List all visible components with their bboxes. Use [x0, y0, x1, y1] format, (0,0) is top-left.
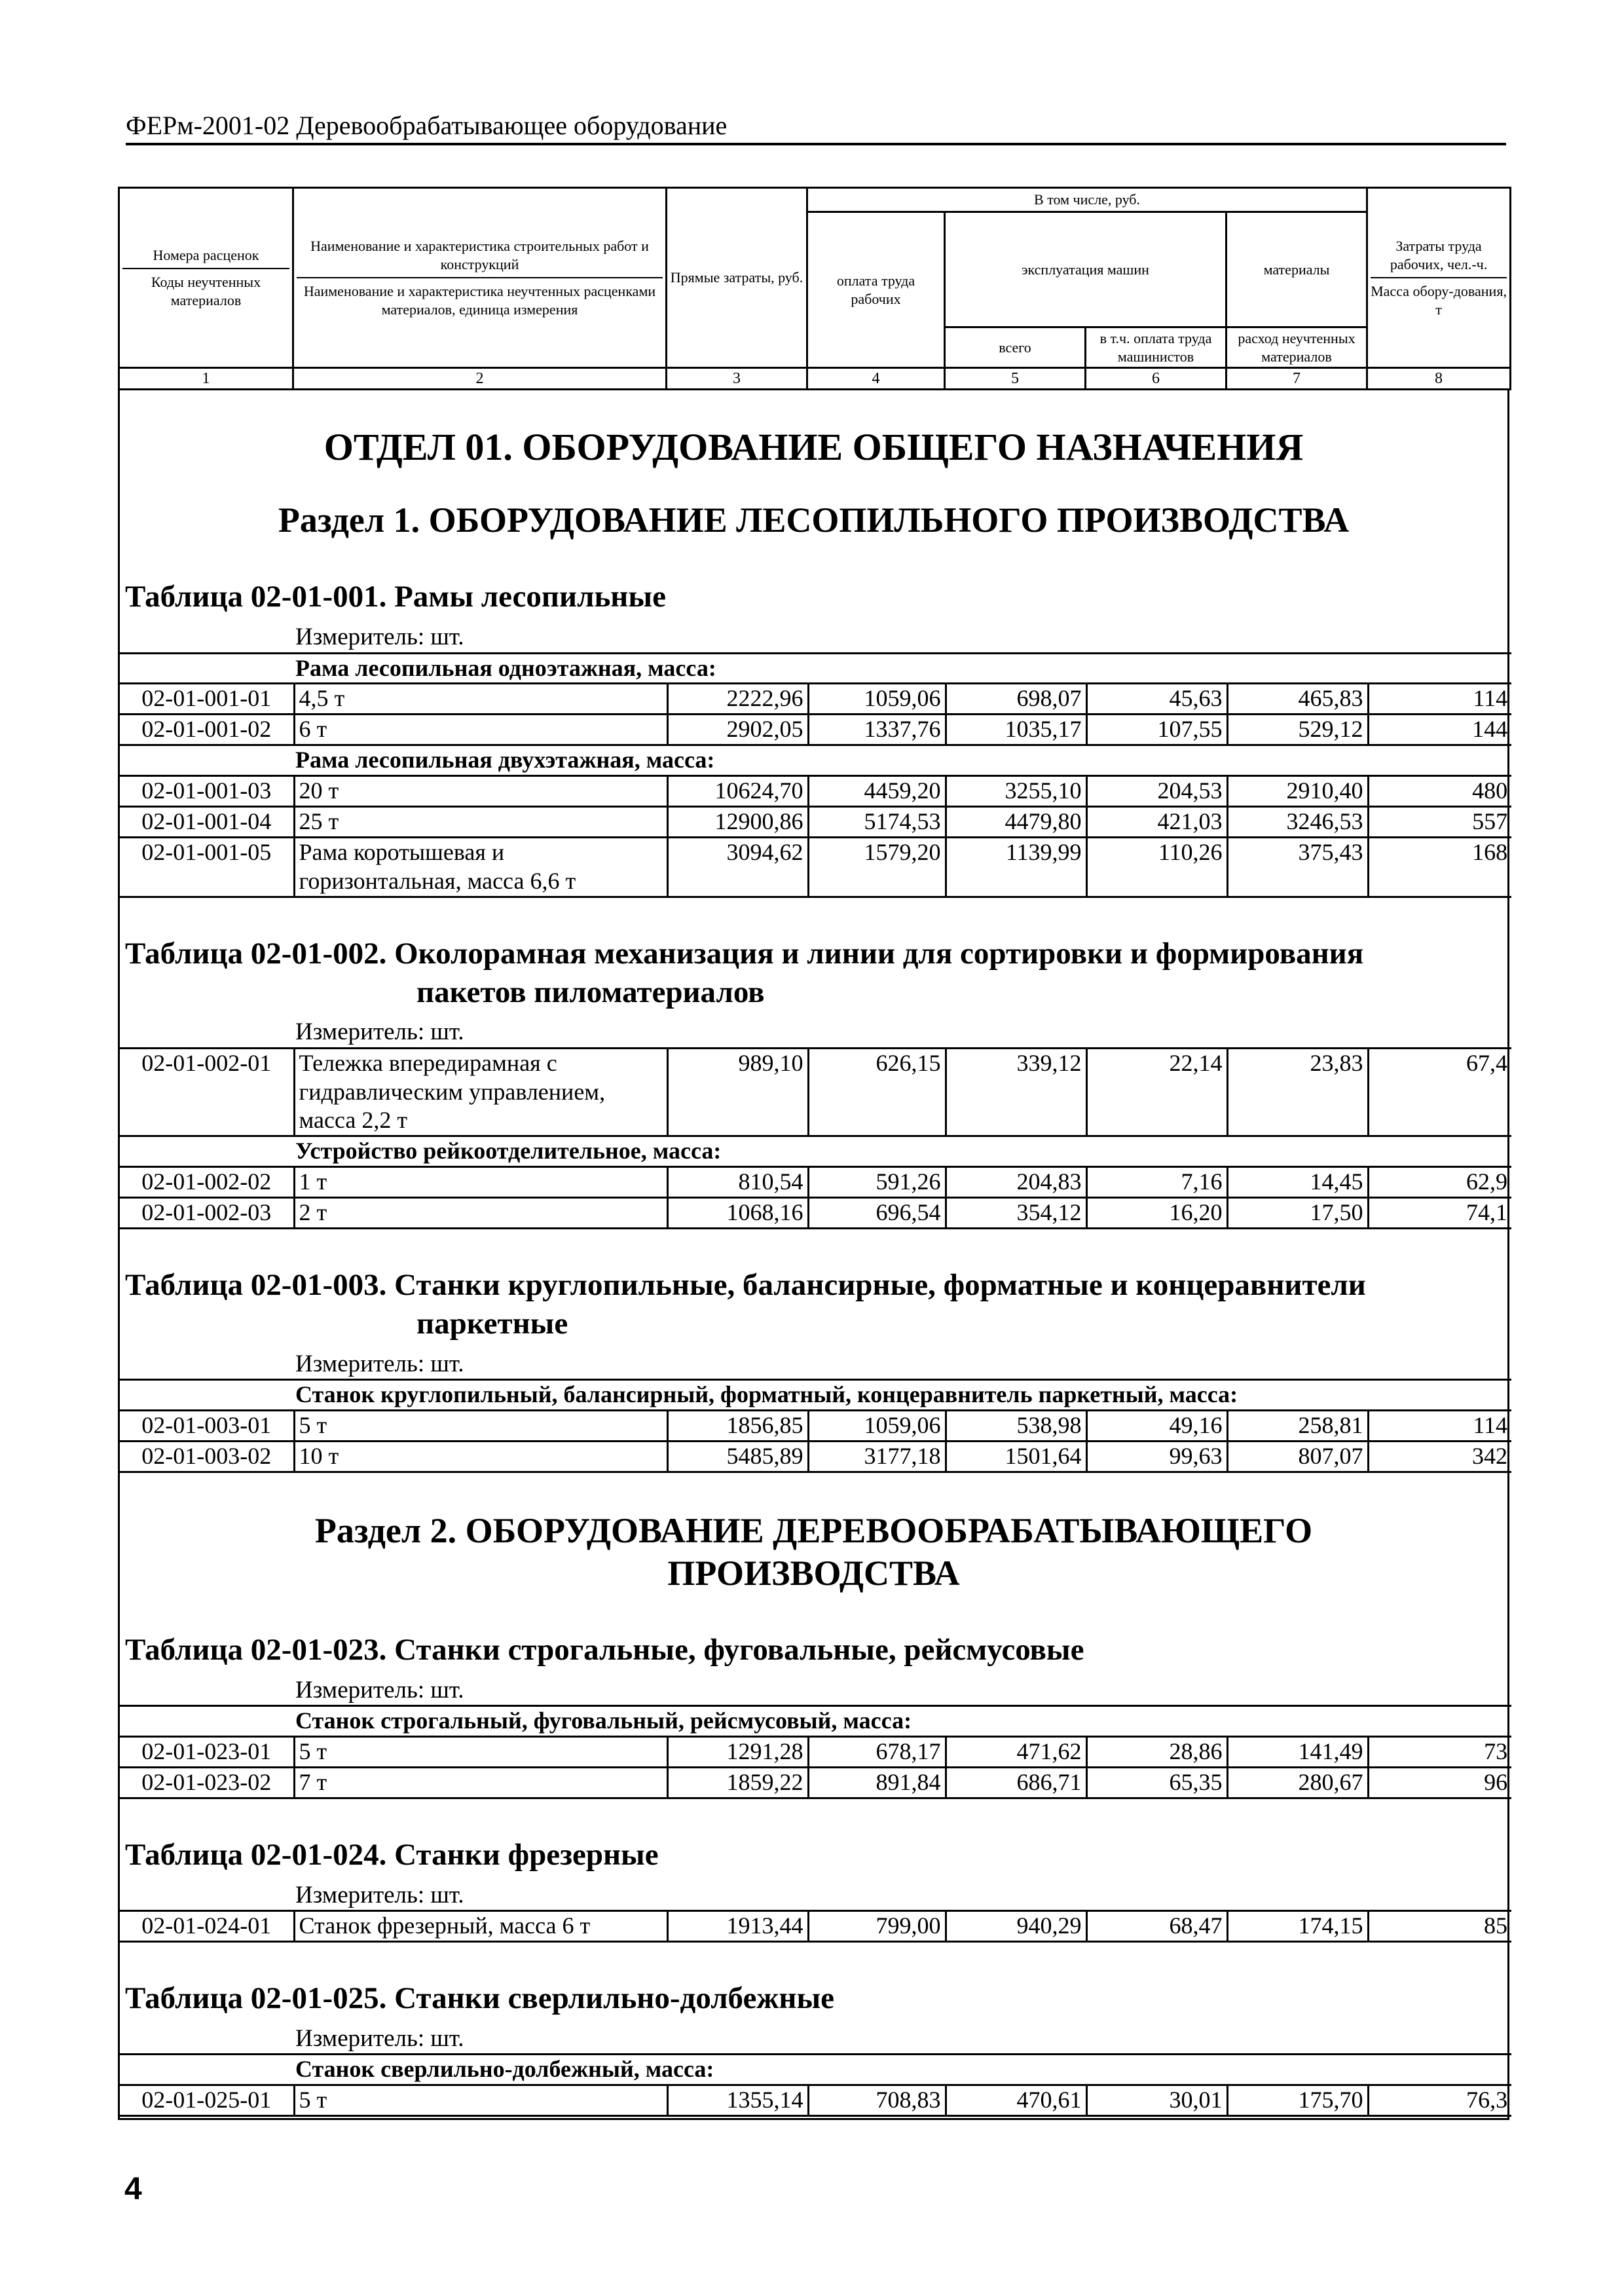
unit-label: Измеритель: шт. [295, 1018, 464, 1046]
materials-cost: 3246,53 [1227, 807, 1368, 838]
table-row [120, 837, 1511, 897]
unit-label: Измеритель: шт. [295, 1677, 464, 1704]
operator-pay: 28,86 [1086, 1737, 1227, 1768]
worker-pay: 3177,18 [808, 1441, 946, 1472]
rate-name: 5 т [294, 1737, 667, 1768]
labor-hours: 557 [1368, 807, 1511, 838]
machine-total: 1501,64 [946, 1441, 1086, 1472]
table-title [120, 1979, 1507, 2018]
col6-header: в т.ч. оплата труда машинистов [1086, 327, 1227, 368]
rate-name: Станок фрезерный, масса 6 т [294, 1911, 667, 1942]
labor-hours: 74,1 [1368, 1198, 1511, 1229]
machine-total: 471,62 [946, 1737, 1086, 1768]
labor-hours: 85 [1368, 1911, 1511, 1942]
section-title [120, 1473, 1507, 1595]
operator-pay: 65,35 [1086, 1768, 1227, 1798]
machine-total: 4479,80 [946, 807, 1086, 838]
direct-cost: 989,10 [667, 1048, 808, 1136]
column-header-table [118, 187, 1511, 390]
direct-cost: 2902,05 [667, 715, 808, 745]
labor-hours: 168 [1368, 837, 1511, 897]
group-header: В том числе, руб. [807, 188, 1367, 212]
machine-total: 698,07 [946, 684, 1086, 715]
direct-cost: 1068,16 [667, 1198, 808, 1229]
worker-pay: 5174,53 [808, 807, 946, 838]
table-title-line: паркетные [416, 1306, 568, 1341]
rate-code: 02-01-001-04 [120, 807, 294, 838]
table-row [120, 1441, 1511, 1472]
direct-cost: 1355,14 [667, 2085, 808, 2116]
department-title: ОТДЕЛ 01. ОБОРУДОВАНИЕ ОБЩЕГО НАЗНАЧЕНИЯ [323, 426, 1304, 468]
section-title-line: ПРОИЗВОДСТВА [667, 1553, 960, 1593]
operator-pay: 421,03 [1086, 807, 1227, 838]
operator-pay: 45,63 [1086, 684, 1227, 715]
rates-table [120, 1705, 1511, 1799]
labor-hours: 67,4 [1368, 1048, 1511, 1136]
materials-cost: 529,12 [1227, 715, 1368, 745]
labor-hours: 342 [1368, 1441, 1511, 1472]
machine-total: 354,12 [946, 1198, 1086, 1229]
labor-hours: 62,9 [1368, 1167, 1511, 1198]
labor-hours: 73 [1368, 1737, 1511, 1768]
table-row [120, 684, 1511, 715]
unit-label: Измеритель: шт. [295, 2024, 464, 2052]
worker-pay: 626,15 [808, 1048, 946, 1136]
machine-total: 204,83 [946, 1167, 1086, 1198]
column-number: 2 [293, 368, 667, 390]
column-number: 5 [945, 368, 1086, 390]
labor-hours: 114 [1368, 1410, 1511, 1441]
tables-body [118, 390, 1509, 2120]
worker-pay: 1059,06 [808, 1410, 946, 1441]
direct-cost: 1913,44 [667, 1911, 808, 1942]
machine-total: 686,71 [946, 1768, 1086, 1798]
materials-cost: 375,43 [1227, 837, 1368, 897]
worker-pay: 678,17 [808, 1737, 946, 1768]
direct-cost: 1859,22 [667, 1768, 808, 1798]
rate-code: 02-01-002-02 [120, 1167, 294, 1198]
unit-label: Измеритель: шт. [295, 1350, 464, 1377]
col3-header: Прямые затраты, руб. [667, 188, 807, 368]
operator-pay: 107,55 [1086, 715, 1227, 745]
table-row [120, 1911, 1511, 1942]
rate-name: 4,5 т [294, 684, 667, 715]
unit-label: Измеритель: шт. [295, 623, 464, 651]
operator-pay: 68,47 [1086, 1911, 1227, 1942]
machine-total: 1139,99 [946, 837, 1086, 897]
materials-header: материалы [1227, 212, 1367, 327]
group-label-row [120, 1380, 1511, 1411]
col5-header: всего [945, 327, 1086, 368]
table-title-line: Таблица 02-01-003. Станки круглопильные, балансирные, форматные и концеравнители [125, 1268, 1366, 1303]
operator-pay: 7,16 [1086, 1167, 1227, 1198]
table-row [120, 715, 1511, 745]
table-row [120, 1410, 1511, 1441]
rate-code: 02-01-023-01 [120, 1737, 294, 1768]
section-title-line: Раздел 2. ОБОРУДОВАНИЕ ДЕРЕВООБРАБАТЫВАЮЩЕГО [314, 1510, 1313, 1550]
rates-table [120, 2053, 1511, 2117]
rates-table [120, 1379, 1511, 1473]
section-title-line: Раздел 1. ОБОРУДОВАНИЕ ЛЕСОПИЛЬНОГО ПРОИЗВОДСТВА [278, 500, 1350, 540]
rate-code: 02-01-001-02 [120, 715, 294, 745]
unit-label: Измеритель: шт. [295, 1881, 464, 1908]
rate-name: 5 т [294, 1410, 667, 1441]
direct-cost: 1291,28 [667, 1737, 808, 1768]
table-title [120, 1266, 1507, 1343]
rate-code: 02-01-001-03 [120, 776, 294, 807]
rate-name: 1 т [294, 1167, 667, 1198]
machine-total: 538,98 [946, 1410, 1086, 1441]
labor-hours: 144 [1368, 715, 1511, 745]
col7-header: расход неучтенных материалов [1227, 327, 1367, 368]
table-title [120, 935, 1507, 1012]
operator-pay: 99,63 [1086, 1441, 1227, 1472]
direct-cost: 10624,70 [667, 776, 808, 807]
worker-pay: 1059,06 [808, 684, 946, 715]
column-number: 8 [1367, 368, 1511, 390]
operator-pay: 49,16 [1086, 1410, 1227, 1441]
section-title [120, 470, 1507, 542]
rate-code: 02-01-002-01 [120, 1048, 294, 1136]
materials-cost: 807,07 [1227, 1441, 1368, 1472]
materials-cost: 141,49 [1227, 1737, 1368, 1768]
operator-pay: 110,26 [1086, 837, 1227, 897]
running-header: ФЕРм-2001-02 Деревообрабатывающее оборудование [126, 113, 1506, 145]
rates-table [120, 1910, 1511, 1943]
group-label: Станок строгальный, фуговальный, рейсмусовый, масса: [120, 1706, 1511, 1737]
table-row [120, 1737, 1511, 1768]
table-row [120, 1198, 1511, 1229]
column-number: 6 [1086, 368, 1227, 390]
materials-cost: 2910,40 [1227, 776, 1368, 807]
col1-header: Номера расценок Коды неучтенных материалов [119, 188, 293, 368]
table-title-line: Таблица 02-01-025. Станки сверлильно-долбежные [125, 1981, 835, 2016]
operator-pay: 16,20 [1086, 1198, 1227, 1229]
column-number: 3 [667, 368, 807, 390]
labor-hours: 480 [1368, 776, 1511, 807]
direct-cost: 810,54 [667, 1167, 808, 1198]
rate-name: 6 т [294, 715, 667, 745]
column-number: 1 [119, 368, 293, 390]
worker-pay: 696,54 [808, 1198, 946, 1229]
column-number: 4 [807, 368, 945, 390]
table-title-line: Таблица 02-01-024. Станки фрезерные [125, 1838, 659, 1872]
group-label: Станок круглопильный, балансирный, форматный, концеравнитель паркетный, масса: [120, 1380, 1511, 1411]
direct-cost: 5485,89 [667, 1441, 808, 1472]
group-label: Устройство рейкоотделительное, масса: [120, 1136, 1511, 1167]
group-label-row [120, 745, 1511, 776]
worker-pay: 4459,20 [808, 776, 946, 807]
materials-cost: 258,81 [1227, 1410, 1368, 1441]
labor-hours: 76,3 [1368, 2085, 1511, 2116]
worker-pay: 1337,76 [808, 715, 946, 745]
rate-name: 10 т [294, 1441, 667, 1472]
col2-header: Наименование и характеристика строительных работ и конструкций Наименование и характеристика неучтенных расценками материалов, единица измерения [293, 188, 667, 368]
group-label: Рама лесопильная двухэтажная, масса: [120, 745, 1511, 776]
rates-table [120, 652, 1511, 898]
materials-cost: 17,50 [1227, 1198, 1368, 1229]
direct-cost: 1856,85 [667, 1410, 808, 1441]
rate-code: 02-01-001-01 [120, 684, 294, 715]
operator-pay: 30,01 [1086, 2085, 1227, 2116]
rate-code: 02-01-023-02 [120, 1768, 294, 1798]
table-title-line: Таблица 02-01-002. Околорамная механизация и линии для сортировки и формирования [125, 936, 1364, 971]
column-number: 7 [1227, 368, 1367, 390]
materials-cost: 175,70 [1227, 2085, 1368, 2116]
group-label-row [120, 1136, 1511, 1167]
operator-pay: 22,14 [1086, 1048, 1227, 1136]
operator-pay: 204,53 [1086, 776, 1227, 807]
machine-total: 940,29 [946, 1911, 1086, 1942]
page-number: 4 [124, 2172, 142, 2206]
labor-hours: 114 [1368, 684, 1511, 715]
rate-name: 25 т [294, 807, 667, 838]
group-label: Рама лесопильная одноэтажная, масса: [120, 653, 1511, 684]
materials-cost: 14,45 [1227, 1167, 1368, 1198]
machine-total: 470,61 [946, 2085, 1086, 2116]
table-title-line: пакетов пиломатериалов [416, 975, 765, 1009]
labor-hours: 96 [1368, 1768, 1511, 1798]
rate-name: 5 т [294, 2085, 667, 2116]
column-numbers-row [119, 368, 1511, 390]
table-row [120, 1048, 1511, 1136]
machine-total: 1035,17 [946, 715, 1086, 745]
rate-name: Тележка впередирамная с гидравлическим управлением, масса 2,2 т [294, 1048, 667, 1136]
table-title-line: Таблица 02-01-001. Рамы лесопильные [125, 580, 666, 614]
rate-name: 7 т [294, 1768, 667, 1798]
group-label-row [120, 1706, 1511, 1737]
rate-code: 02-01-024-01 [120, 1911, 294, 1942]
materials-cost: 280,67 [1227, 1768, 1368, 1798]
col8-header: Затраты труда рабочих, чел.-ч. Масса обору-дования, т [1367, 188, 1511, 368]
group-label: Станок сверлильно-долбежный, масса: [120, 2055, 1511, 2085]
worker-pay: 708,83 [808, 2085, 946, 2116]
materials-cost: 465,83 [1227, 684, 1368, 715]
direct-cost: 2222,96 [667, 684, 808, 715]
group-label-row [120, 653, 1511, 684]
rate-code: 02-01-002-03 [120, 1198, 294, 1229]
worker-pay: 891,84 [808, 1768, 946, 1798]
rate-code: 02-01-001-05 [120, 837, 294, 897]
rate-code: 02-01-003-02 [120, 1441, 294, 1472]
machines-header: эксплуатация машин [945, 212, 1227, 327]
table-row [120, 1167, 1511, 1198]
rate-name: 20 т [294, 776, 667, 807]
direct-cost: 12900,86 [667, 807, 808, 838]
document-body [118, 187, 1509, 2120]
rates-table [120, 1047, 1511, 1229]
materials-cost: 174,15 [1227, 1911, 1368, 1942]
rate-name: Рама коротышевая и горизонтальная, масса 6,6 т [294, 837, 667, 897]
table-row [120, 776, 1511, 807]
table-title-line: Таблица 02-01-023. Станки строгальные, фуговальные, рейсмусовые [125, 1633, 1084, 1667]
rate-code: 02-01-025-01 [120, 2085, 294, 2116]
machine-total: 339,12 [946, 1048, 1086, 1136]
direct-cost: 3094,62 [667, 837, 808, 897]
rate-name: 2 т [294, 1198, 667, 1229]
worker-pay: 799,00 [808, 1911, 946, 1942]
table-row [120, 2085, 1511, 2116]
group-label-row [120, 2055, 1511, 2085]
machine-total: 3255,10 [946, 776, 1086, 807]
col4-header: оплата труда рабочих [807, 212, 945, 368]
table-title [120, 578, 1507, 616]
worker-pay: 1579,20 [808, 837, 946, 897]
materials-cost: 23,83 [1227, 1048, 1368, 1136]
table-title [120, 1836, 1507, 1874]
rate-code: 02-01-003-01 [120, 1410, 294, 1441]
table-row [120, 807, 1511, 838]
table-title [120, 1631, 1507, 1669]
worker-pay: 591,26 [808, 1167, 946, 1198]
table-row [120, 1768, 1511, 1798]
